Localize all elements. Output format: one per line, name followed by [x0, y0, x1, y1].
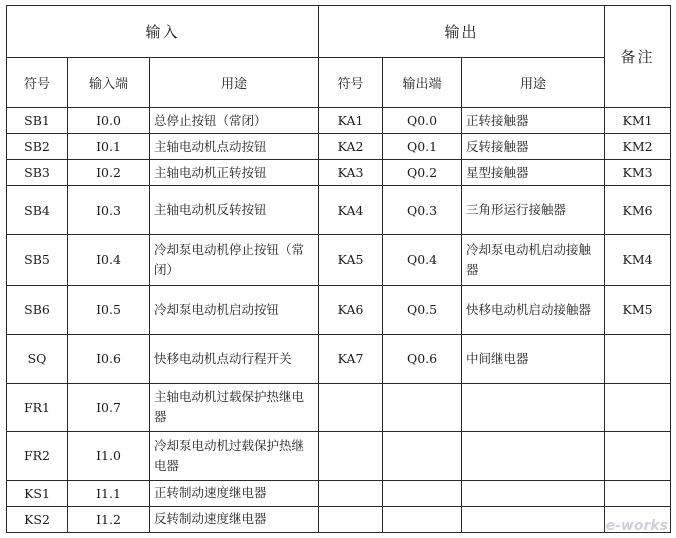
table-row	[7, 480, 671, 506]
remark-cell	[605, 431, 671, 480]
input-symbol-cell: KS1	[7, 480, 68, 506]
input-terminal-cell: I0.2	[68, 160, 150, 186]
input-symbol-cell: SB5	[7, 235, 68, 285]
input-terminal-cell: I0.6	[68, 334, 150, 383]
output-terminal-cell	[383, 480, 462, 506]
input-symbol-cell: SB6	[7, 285, 68, 334]
remark-cell: KM1	[605, 108, 671, 134]
input-terminal-cell: I0.7	[68, 383, 150, 431]
output-terminal-cell: Q0.2	[383, 160, 462, 186]
input-use-cell: 反转制动速度继电器	[150, 506, 319, 532]
input-use-cell: 正转制动速度继电器	[150, 480, 319, 506]
remark-cell: KM5	[605, 285, 671, 334]
column-header-row	[7, 58, 671, 108]
table-row	[7, 108, 671, 134]
output-symbol-cell: KA6	[319, 285, 383, 334]
output-symbol-cell	[319, 431, 383, 480]
remark-header: 备注	[605, 6, 671, 108]
output-symbol-cell: KA2	[319, 134, 383, 160]
remark-cell: KM2	[605, 134, 671, 160]
output-terminal-cell: Q0.1	[383, 134, 462, 160]
group-header-row	[7, 6, 671, 58]
input-symbol-cell: FR1	[7, 383, 68, 431]
output-use-cell	[462, 431, 605, 480]
output-terminal-cell: Q0.6	[383, 334, 462, 383]
table-row	[7, 431, 671, 480]
table-row	[7, 160, 671, 186]
output-terminal-cell	[383, 431, 462, 480]
input-terminal-cell: I1.0	[68, 431, 150, 480]
input-use-cell: 总停止按钮（常闭）	[150, 108, 319, 134]
input-symbol-header: 符号	[7, 58, 68, 108]
output-use-cell	[462, 480, 605, 506]
input-use-cell: 主轴电动机过载保护热继电器	[150, 383, 319, 431]
output-symbol-cell: KA5	[319, 235, 383, 285]
input-use-cell: 主轴电动机点动按钮	[150, 134, 319, 160]
input-symbol-cell: SB4	[7, 186, 68, 235]
input-use-cell: 冷却泵电动机启动按钮	[150, 285, 319, 334]
output-use-cell: 正转接触器	[462, 108, 605, 134]
input-terminal-header: 输入端	[68, 58, 150, 108]
remark-cell	[605, 480, 671, 506]
output-symbol-cell: KA1	[319, 108, 383, 134]
input-use-cell: 冷却泵电动机过载保护热继电器	[150, 431, 319, 480]
output-use-cell: 反转接触器	[462, 134, 605, 160]
input-use-cell: 快移电动机点动行程开关	[150, 334, 319, 383]
output-terminal-cell: Q0.3	[383, 186, 462, 235]
output-symbol-cell: KA3	[319, 160, 383, 186]
output-use-cell: 中间继电器	[462, 334, 605, 383]
table-row	[7, 506, 671, 532]
eworks-watermark: e-works	[605, 518, 668, 534]
input-use-cell: 主轴电动机正转按钮	[150, 160, 319, 186]
table-row	[7, 285, 671, 334]
input-group-header: 输入	[7, 6, 319, 58]
input-symbol-cell: SB2	[7, 134, 68, 160]
output-use-cell: 三角形运行接触器	[462, 186, 605, 235]
input-terminal-cell: I1.1	[68, 480, 150, 506]
output-use-cell: 快移电动机启动接触器	[462, 285, 605, 334]
input-terminal-cell: I0.0	[68, 108, 150, 134]
remark-cell: KM6	[605, 186, 671, 235]
output-symbol-cell	[319, 480, 383, 506]
output-use-cell: 冷却泵电动机启动接触器	[462, 235, 605, 285]
input-terminal-cell: I1.2	[68, 506, 150, 532]
table-row	[7, 134, 671, 160]
output-terminal-header: 输出端	[383, 58, 462, 108]
output-symbol-cell: KA4	[319, 186, 383, 235]
output-use-cell: 星型接触器	[462, 160, 605, 186]
output-terminal-cell	[383, 506, 462, 532]
input-symbol-cell: SB3	[7, 160, 68, 186]
output-symbol-cell: KA7	[319, 334, 383, 383]
remark-cell: KM4	[605, 235, 671, 285]
input-symbol-cell: SB1	[7, 108, 68, 134]
output-use-cell	[462, 383, 605, 431]
input-terminal-cell: I0.1	[68, 134, 150, 160]
input-terminal-cell: I0.3	[68, 186, 150, 235]
table-row	[7, 235, 671, 285]
input-terminal-cell: I0.4	[68, 235, 150, 285]
table-row	[7, 383, 671, 431]
input-use-cell: 主轴电动机反转按钮	[150, 186, 319, 235]
input-terminal-cell: I0.5	[68, 285, 150, 334]
remark-cell	[605, 334, 671, 383]
input-symbol-cell: SQ	[7, 334, 68, 383]
output-terminal-cell: Q0.4	[383, 235, 462, 285]
output-use-cell	[462, 506, 605, 532]
remark-cell	[605, 383, 671, 431]
input-symbol-cell: KS2	[7, 506, 68, 532]
output-symbol-cell	[319, 506, 383, 532]
input-symbol-cell: FR2	[7, 431, 68, 480]
io-allocation-table	[6, 5, 671, 533]
output-symbol-cell	[319, 383, 383, 431]
remark-cell: KM3	[605, 160, 671, 186]
output-terminal-cell: Q0.5	[383, 285, 462, 334]
input-use-header: 用途	[150, 58, 319, 108]
table-row	[7, 186, 671, 235]
table-row	[7, 334, 671, 383]
output-use-header: 用途	[462, 58, 605, 108]
output-symbol-header: 符号	[319, 58, 383, 108]
output-terminal-cell	[383, 383, 462, 431]
output-group-header: 输出	[319, 6, 605, 58]
output-terminal-cell: Q0.0	[383, 108, 462, 134]
input-use-cell: 冷却泵电动机停止按钮（常闭）	[150, 235, 319, 285]
